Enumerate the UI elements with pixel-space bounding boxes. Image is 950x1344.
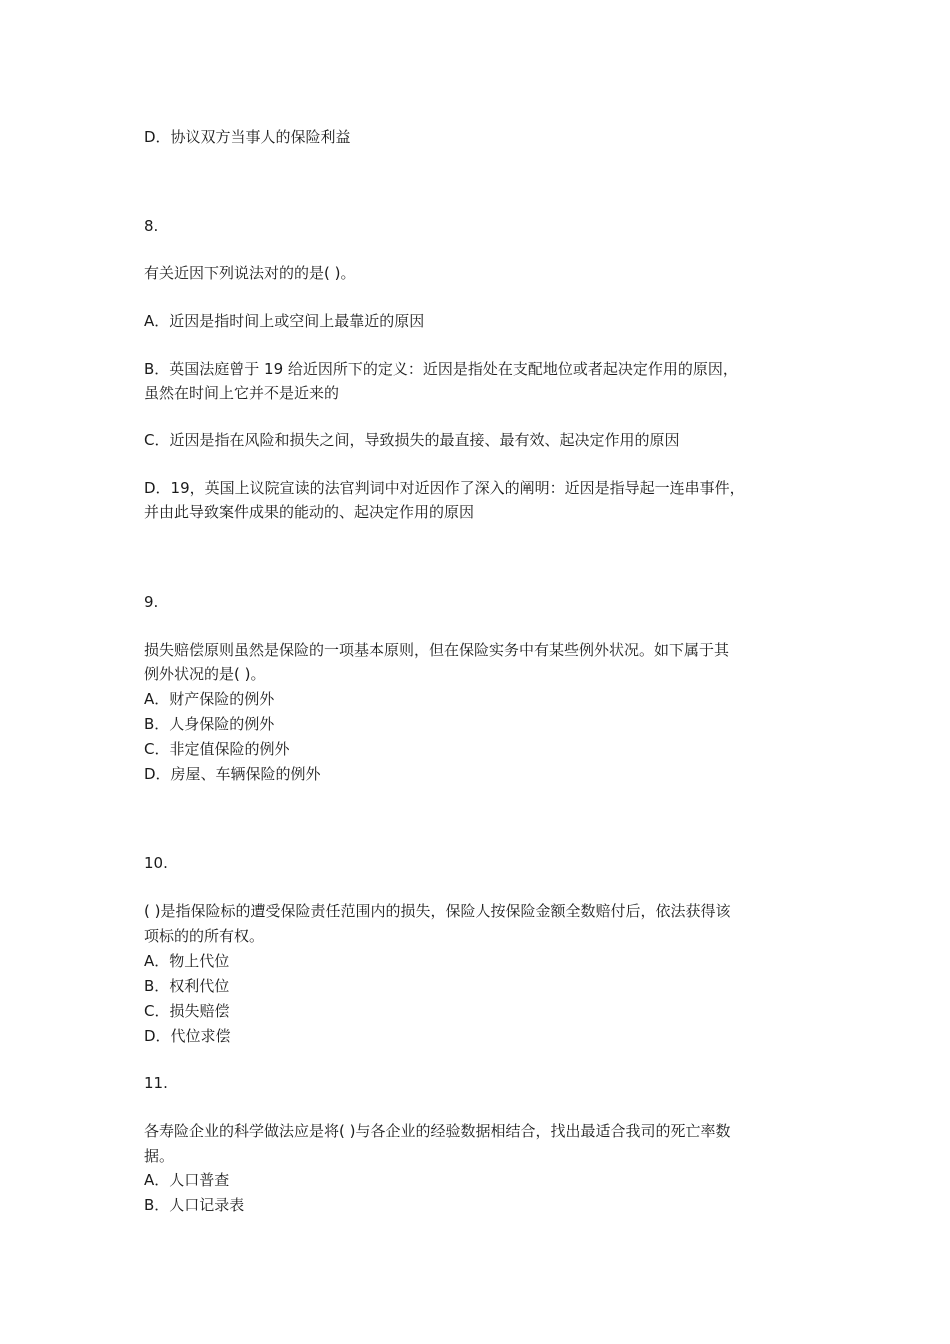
q9-option-a: A．财产保险的例外 bbox=[144, 690, 275, 708]
q8-stem: 有关近因下列说法对的的是( )。 bbox=[144, 264, 356, 282]
q11-option-a: A．人口普查 bbox=[144, 1171, 230, 1189]
q8-option-d-line2: 并由此导致案件成果的能动的、起决定作用的原因 bbox=[144, 503, 475, 521]
q7-option-d: D．协议双方当事人的保险利益 bbox=[144, 128, 351, 146]
q11-number: 11. bbox=[144, 1074, 168, 1092]
q9-number: 9. bbox=[144, 593, 159, 611]
q9-option-d: D．房屋、车辆保险的例外 bbox=[144, 765, 321, 783]
q10-option-a: A．物上代位 bbox=[144, 952, 230, 970]
q9-option-c: C．非定值保险的例外 bbox=[144, 740, 290, 758]
q8-option-c: C．近因是指在风险和损失之间，导致损失的最直接、最有效、起决定作用的原因 bbox=[144, 431, 680, 449]
q8-option-b-line2: 虽然在时间上它并不是近来的 bbox=[144, 384, 340, 402]
q10-option-b: B．权利代位 bbox=[144, 977, 230, 995]
q8-number: 8. bbox=[144, 217, 159, 235]
q9-option-b: B．人身保险的例外 bbox=[144, 715, 275, 733]
q8-option-d-line1: D．19，英国上议院宣读的法官判词中对近因作了深入的阐明：近因是指导起一连串事件， bbox=[144, 479, 745, 497]
q10-option-c: C．损失赔偿 bbox=[144, 1002, 230, 1020]
q10-stem-line2: 项标的的所有权。 bbox=[144, 927, 265, 945]
q10-option-d: D．代位求偿 bbox=[144, 1027, 231, 1045]
q9-stem-line1: 损失赔偿原则虽然是保险的一项基本原则，但在保险实务中有某些例外状况。如下属于其 bbox=[144, 641, 730, 659]
q11-stem-line2: 据。 bbox=[144, 1147, 175, 1165]
q11-option-b: B．人口记录表 bbox=[144, 1196, 245, 1214]
q11-stem-line1: 各寿险企业的科学做法应是将( )与各企业的经验数据相结合，找出最适合我司的死亡率数 bbox=[144, 1122, 731, 1140]
q10-stem-line1: ( )是指保险标的遭受保险责任范围内的损失，保险人按保险金额全数赔付后，依法获得该 bbox=[144, 902, 731, 920]
q9-stem-line2: 例外状况的是( )。 bbox=[144, 665, 266, 683]
q10-number: 10. bbox=[144, 854, 168, 872]
q8-option-a: A．近因是指时间上或空间上最靠近的原因 bbox=[144, 312, 425, 330]
q8-option-b-line1: B．英国法庭曾于 19 给近因所下的定义：近因是指处在支配地位或者起决定作用的原因， bbox=[144, 360, 738, 378]
